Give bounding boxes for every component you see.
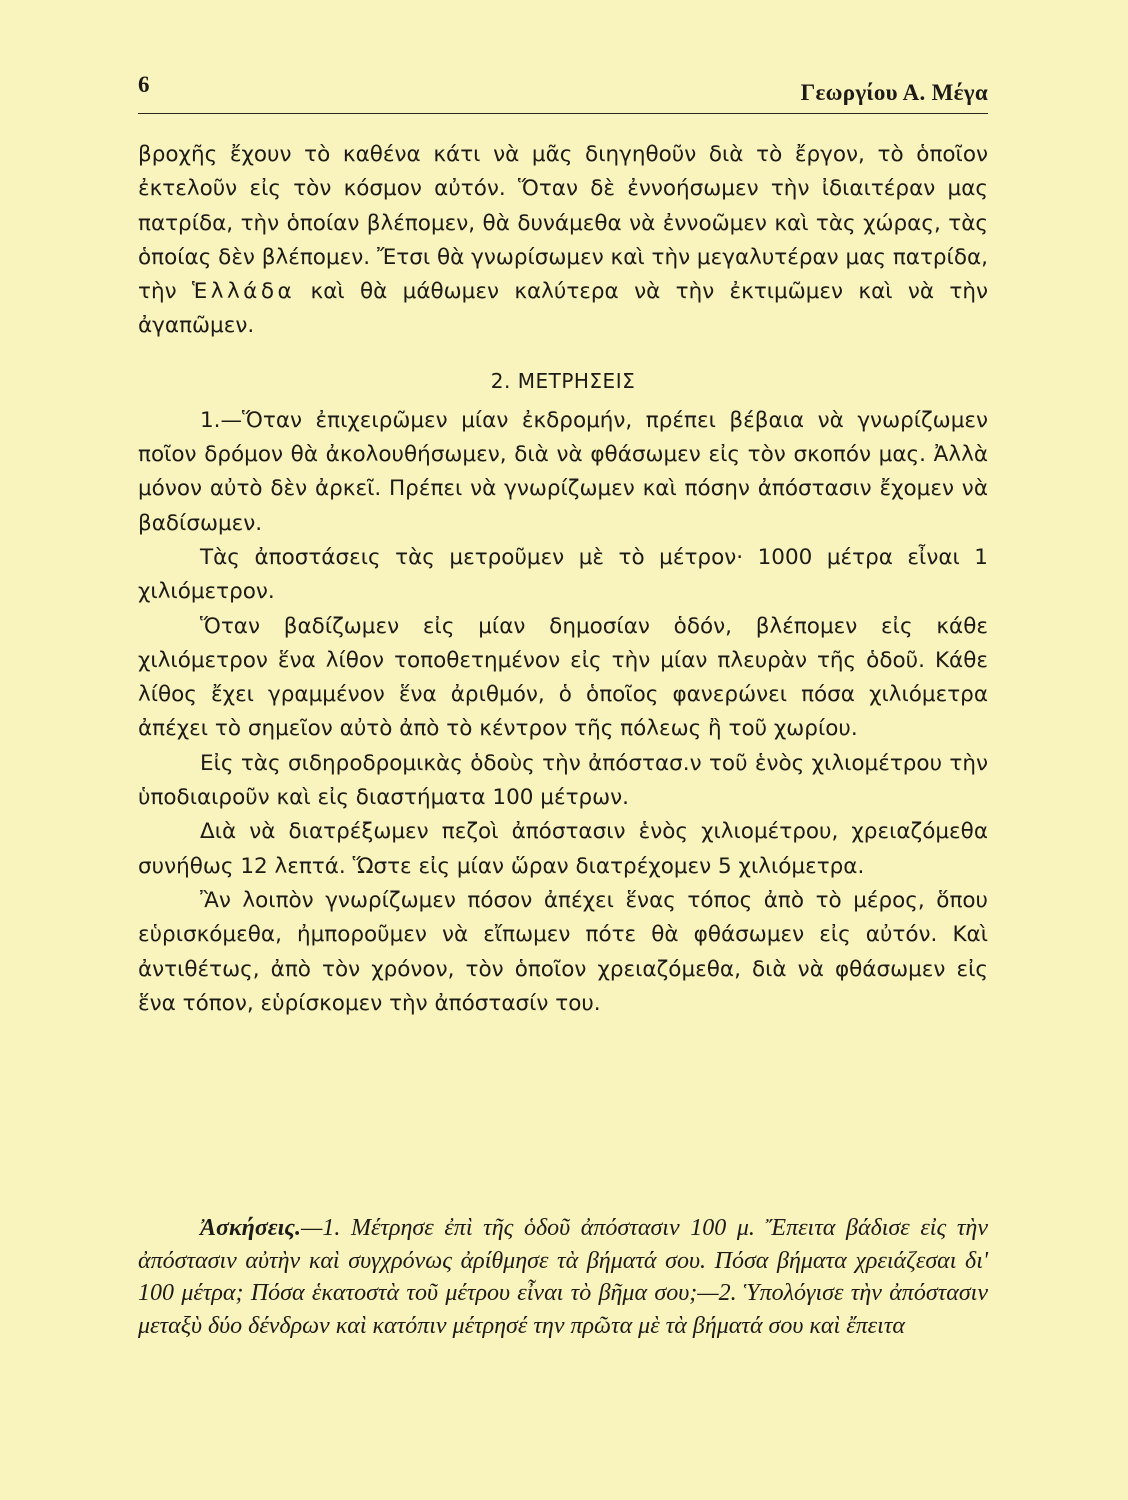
page-number: 6 xyxy=(138,72,150,97)
paragraph-1: 1.—Ὅταν ἐπιχειρῶμεν μίαν ἐκδρομήν, πρέπει βέβαια νὰ γνωρίζωμεν ποῖον δρόμον θὰ ἀκολουθήσωμεν, διὰ νὰ φθάσωμεν εἰς τὸν σκοπόν μας. Ἀλλὰ μόνον αὐτὸ δὲν ἀρκεῖ. Πρέπει νὰ γνωρίζωμεν καὶ πόσην ἀπόστασιν ἔχομεν νὰ βαδίσωμεν. xyxy=(138,407,988,536)
section-title: 2. ΜΕΤΡΗΣΕΙΣ xyxy=(490,368,636,393)
paragraph-2: Τὰς ἀποστάσεις τὰς μετροῦμεν μὲ τὸ μέτρον· 1000 μέτρα εἶναι 1 χιλιόμετρον. xyxy=(138,544,988,605)
intro-text-part2: καὶ θὰ μάθωμεν καλύτερα νὰ τὴν ἐκτιμῶμεν καὶ νὰ τὴν ἀγαπῶμεν. xyxy=(138,279,988,339)
intro-paragraph xyxy=(138,138,988,344)
paragraph-5: Διὰ νὰ διατρέξωμεν πεζοὶ ἀπόστασιν ἑνὸς χιλιομέτρου, χρειαζόμεθα συνήθως 12 λεπτά. Ὥστε εἰς μίαν ὥραν διατρέχομεν 5 χιλιόμετρα. xyxy=(138,819,988,879)
running-head-author: Γεωργίου Α. Μέγα xyxy=(800,80,988,105)
intro-text-part1: βροχῆς ἔχουν τὸ καθένα κάτι νὰ μᾶς διηγηθοῦν διὰ τὸ ἔργον, τὸ ὁποῖον ἐκτελοῦν εἰς τὸν κόσμον αὐτόν. Ὅταν δὲ ἐννοήσωμεν τὴν ἰδιαιτέραν μας πατρίδα, τὴν ὁποίαν βλέπομεν, θὰ δυνάμεθα νὰ ἐννοῶμεν καὶ τὰς χώρας, τὰς ὁποίας δὲν βλέπομεν. Ἔτσι θὰ γνωρίσωμεν καὶ τὴν μεγαλυτέραν μας πατρίδα, τὴν xyxy=(138,142,988,305)
page-header xyxy=(138,72,988,112)
exercises-block xyxy=(138,1212,988,1342)
header-rule xyxy=(138,113,988,114)
paragraph-6: Ἂν λοιπὸν γνωρίζωμεν πόσον ἀπέχει ἕνας τόπος ἀπὸ τὸ μέρος, ὅπου εὑρισκόμεθα, ἠμποροῦμεν νὰ εἴπωμεν πότε θὰ φθάσωμεν εἰς αὐτόν. Καὶ ἀντιθέτως, ἀπὸ τὸν χρόνον, τὸν ὁποῖον χρειαζόμεθα, διὰ νὰ φθάσωμεν εἰς ἕνα τόπον, εὑρίσκομεν τὴν ἀπόστασίν του. xyxy=(138,887,988,1016)
intro-spaced-word: Ἑλλάδα xyxy=(191,279,296,305)
exercises-paragraph xyxy=(138,1212,988,1342)
paragraph-4: Εἰς τὰς σιδηροδρομικὰς ὁδοὺς τὴν ἀπόστασ.ν τοῦ ἑνὸς χιλιομέτρου τὴν ὑποδιαιροῦν καὶ εἰς διαστήματα 100 μέτρων. xyxy=(138,750,988,811)
exercises-text: —1. Μέτρησε ἐπὶ τῆς ὁδοῦ ἀπόστασιν 100 μ. Ἔπειτα βάδισε εἰς τὴν ἀπόστασιν αὐτὴν καὶ συγχρόνως ἀρίθμησε τὰ βήματά σου. Πόσα βήματα χρειάζεσαι δι' 100 μέτρα; Πόσα ἑκατοστὰ τοῦ μέτρου εἶναι τὸ βῆμα σου;—2. Ὑπολόγισε τὴν ἀπόστασιν μεταξὺ δύο δένδρων καὶ κατόπιν μέτρησέ την πρῶτα μὲ τὰ βήματά σου καὶ ἔπειτα xyxy=(138,1215,988,1339)
exercises-title: Ἀσκήσεις. xyxy=(200,1215,301,1241)
paragraph-3: Ὅταν βαδίζωμεν εἰς μίαν δημοσίαν ὁδόν, βλέπομεν εἰς κάθε χιλιόμετρον ἕνα λίθον τοποθετημένον εἰς τὴν μίαν πλευρὰν τῆς ὁδοῦ. Κάθε λίθος ἔχει γραμμένον ἕνα ἀριθμόν, ὁ ὁποῖος φανερώνει πόσα χιλιόμετρα ἀπέχει τὸ σημεῖον αὐτὸ ἀπὸ τὸ κέντρον τῆς πόλεως ἢ τοῦ χωρίου. xyxy=(138,613,988,742)
body-text xyxy=(138,138,988,1021)
